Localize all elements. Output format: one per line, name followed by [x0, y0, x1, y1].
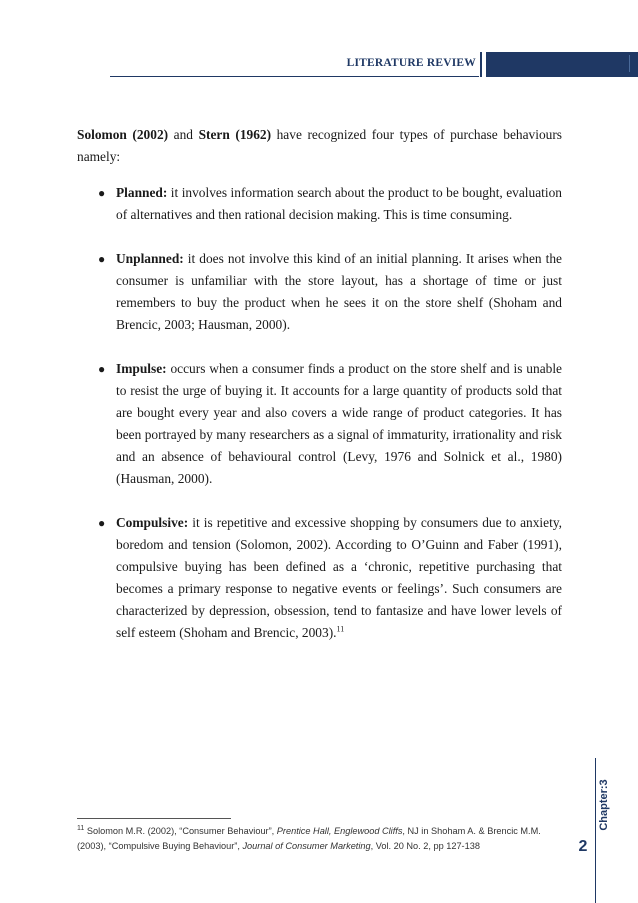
intro-joiner: and	[168, 127, 199, 142]
body-text	[77, 124, 562, 666]
bullet-dot-icon: ●	[98, 362, 106, 376]
list-item-text: it does not involve this kind of an initial planning. It arises when the consumer is unfamiliar with the store layout, has a shortage of time or just remembers to buy the product when he sees it on the store shelf (Shoham and Brencic, 2003; Hausman, 2000).	[116, 251, 562, 332]
intro-author-1: Solomon (2002)	[77, 127, 169, 142]
footnote-text-1: Solomon M.R. (2002), “Consumer Behaviour”,	[84, 826, 277, 836]
running-header-title: LITERATURE REVIEW	[346, 57, 476, 69]
list-item-planned	[77, 182, 562, 226]
footnote-text-2: , NJ in Shoham A. & Brencic M.M. (2003), “Compulsive Buying Behaviour”,	[77, 826, 541, 851]
list-item-compulsive	[77, 512, 562, 644]
footnote	[77, 824, 562, 854]
list-item-term: Impulse:	[116, 361, 167, 376]
page-number: 2	[578, 838, 588, 855]
list-item-term: Unplanned:	[116, 251, 184, 266]
footnote-reference[interactable]: 11	[336, 624, 345, 634]
header-rule	[110, 76, 479, 77]
footnote-journal: Journal of Consumer Marketing	[242, 841, 371, 851]
chapter-label: Chapter:3	[598, 779, 610, 831]
list-item-text: it is repetitive and excessive shopping by consumers due to anxiety, boredom and tension (Solomon, 2002). According to O’Guinn and Faber (1991), compulsive buying has been defined as a ‘chronic, repetitive purchasing that becomes a primary response to negative events or feelings’. Such consumers are characterized by depression, obsession, tend to fantasize and have lower levels of self esteem (Shoham and Brencic, 2003).	[116, 515, 562, 640]
intro-text: have recognized four types of purchase behaviours namely:	[77, 127, 563, 164]
behaviour-list	[77, 182, 562, 644]
list-item-impulse	[77, 358, 562, 490]
footnote-number: 11	[77, 824, 85, 832]
list-item-unplanned	[77, 248, 562, 336]
footnote-publisher: Prentice Hall, Englewood Cliffs	[276, 826, 403, 836]
footnote-text-3: , Vol. 20 No. 2, pp 127-138	[370, 841, 480, 851]
bullet-dot-icon: ●	[98, 186, 106, 200]
header-separator	[480, 52, 482, 77]
list-item-term: Planned:	[116, 185, 168, 200]
intro-paragraph	[77, 124, 562, 168]
bullet-dot-icon: ●	[98, 252, 106, 266]
list-item-text: occurs when a consumer finds a product on the store shelf and is unable to resist the urge of buying it. It accounts for a large quantity of products sold that are bought every year and also covers a wide range of product categories. It has been portrayed by many researchers as a signal of immaturity, irrationality and risk and an absence of behavioural control (Levy, 1976 and Solnick et al., 1980) (Hausman, 2000).	[116, 361, 562, 486]
list-item-term: Compulsive:	[116, 515, 189, 530]
bullet-dot-icon: ●	[98, 516, 106, 530]
list-item-text: it involves information search about the product to be bought, evaluation of alternatives and then rational decision making. This is time consuming.	[116, 185, 562, 222]
header-color-block	[486, 52, 638, 77]
intro-author-2: Stern (1962)	[198, 127, 272, 142]
header-block-divider	[629, 55, 630, 72]
chapter-tab-rule	[595, 758, 596, 903]
footnote-rule	[77, 818, 231, 819]
